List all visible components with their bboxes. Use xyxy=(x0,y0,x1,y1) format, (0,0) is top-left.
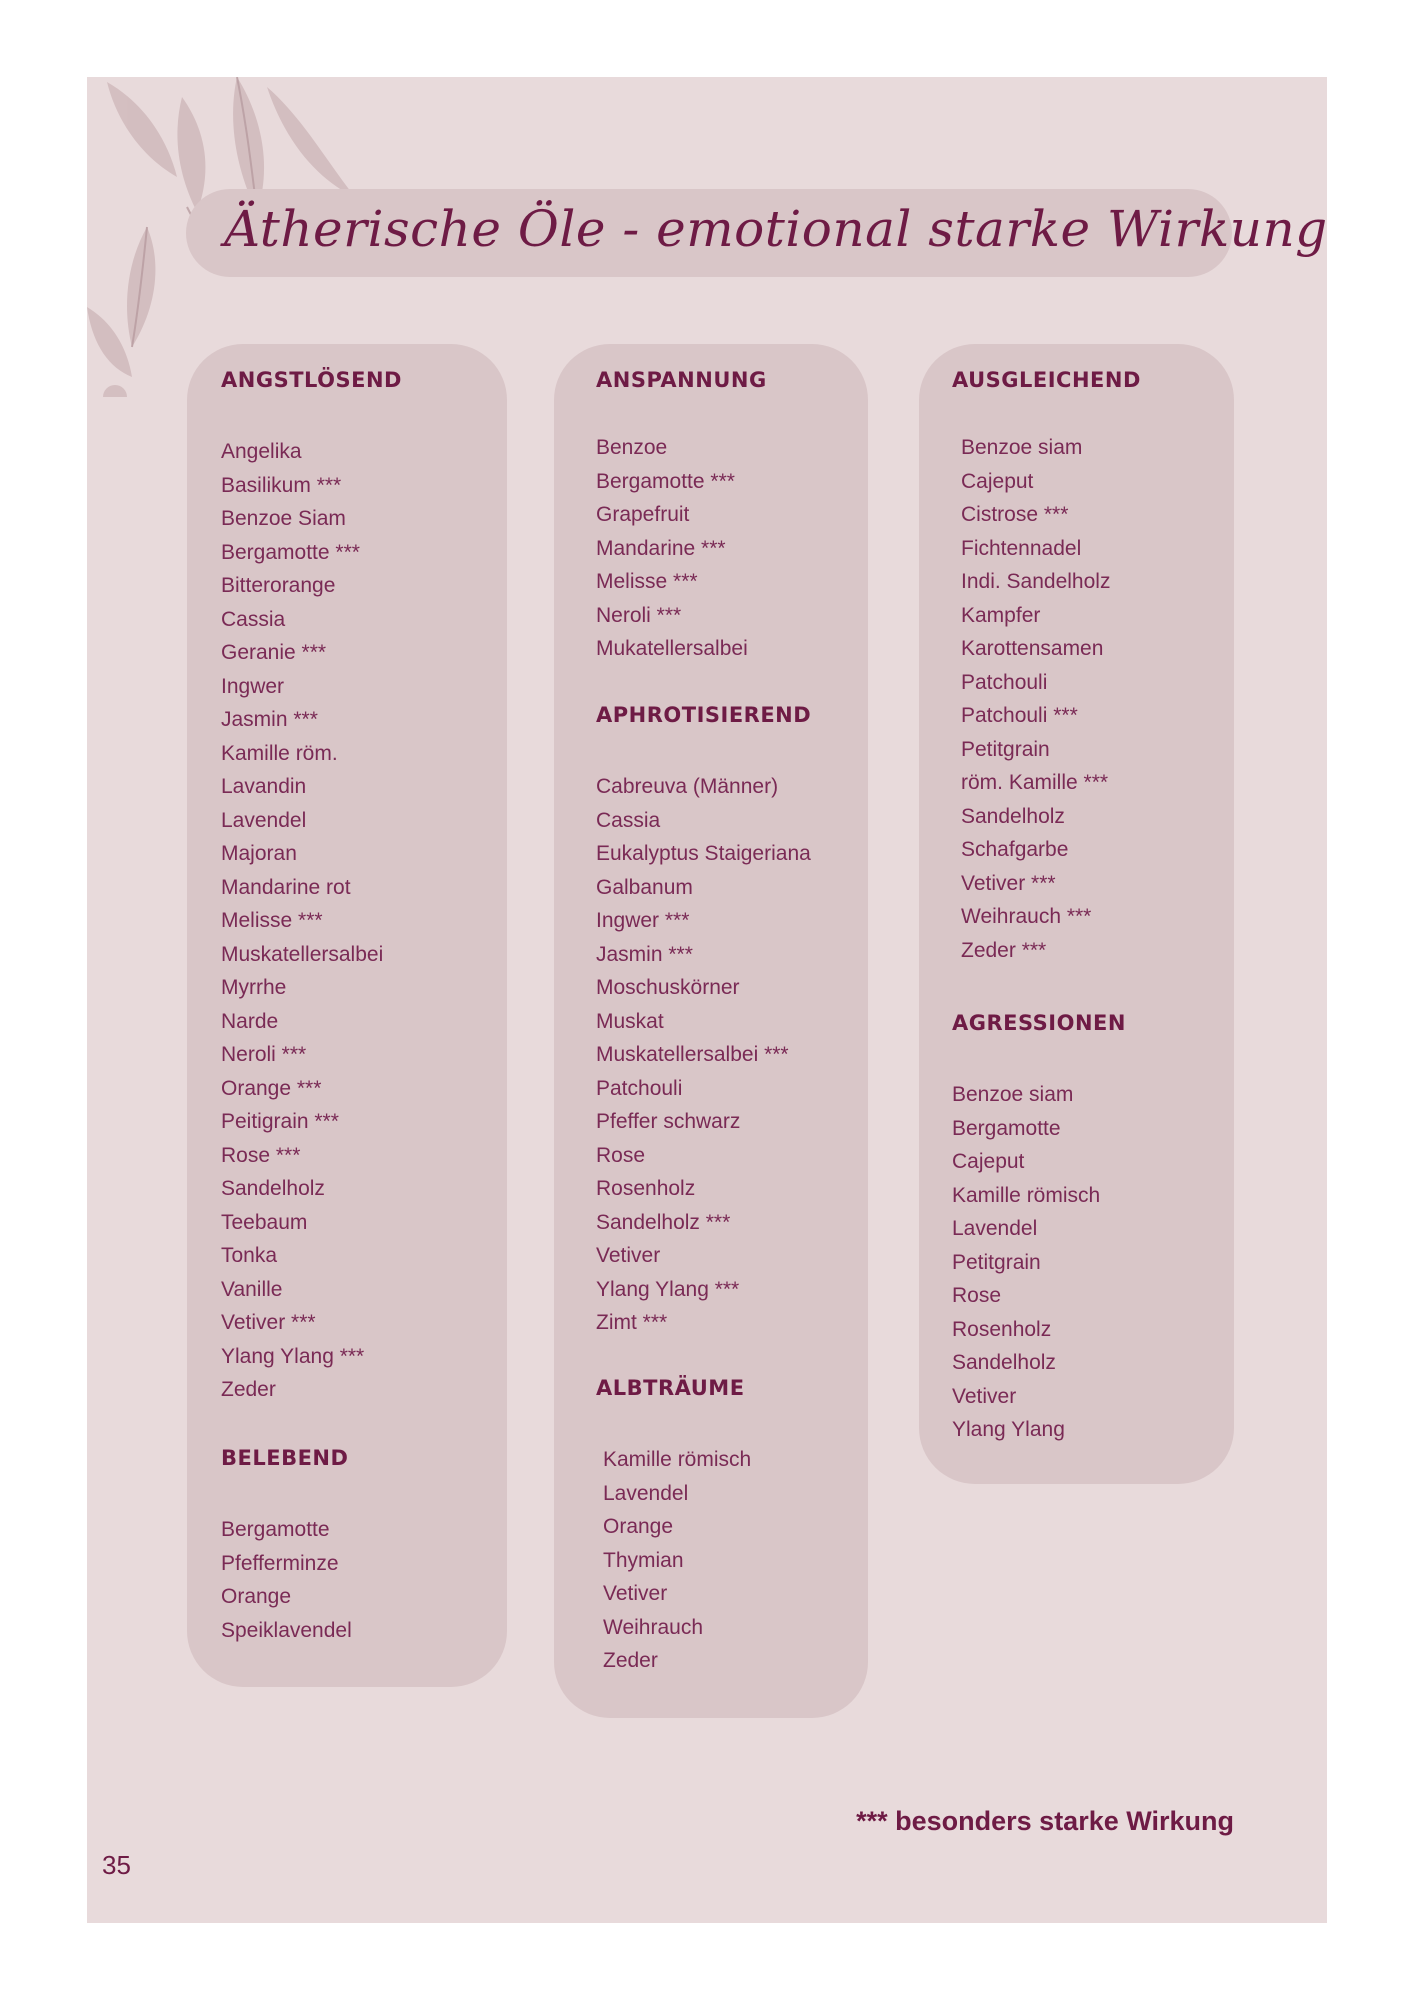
section-aphrotisierend xyxy=(596,700,811,1340)
oil-item: röm. Kamille *** xyxy=(961,771,1109,794)
oil-item: Weihrauch xyxy=(603,1615,703,1639)
oil-item: Patchouli xyxy=(596,1076,683,1100)
oil-item: Ylang Ylang xyxy=(952,1418,1065,1441)
section-anspannung xyxy=(596,365,767,666)
oil-item: Lavandin xyxy=(221,775,307,798)
oil-item: Benzoe Siam xyxy=(221,507,346,530)
page-title: Ätherische Öle - emotional starke Wirkung xyxy=(224,200,1328,258)
section-belebend xyxy=(221,1443,352,1647)
oil-item: Ylang Ylang *** xyxy=(221,1344,365,1368)
oil-item: Fichtennadel xyxy=(961,536,1082,560)
oil-item: Vanille xyxy=(221,1277,283,1301)
section-heading: AUSGLEICHEND xyxy=(952,368,1141,392)
section-agressionen xyxy=(952,1008,1126,1447)
oil-item: Pfeffer schwarz xyxy=(596,1110,741,1133)
oil-item: Sandelholz *** xyxy=(596,1210,731,1234)
oil-item: Jasmin *** xyxy=(221,708,318,731)
page-number: 35 xyxy=(102,1850,131,1880)
oil-item: Kamille römisch xyxy=(952,1183,1101,1207)
oil-item: Basilikum *** xyxy=(221,473,342,497)
oil-item: Cassia xyxy=(221,607,286,631)
footnote-legend: *** besonders starke Wirkung xyxy=(856,1806,1234,1836)
oil-item: Galbanum xyxy=(596,875,693,899)
oil-item: Benzoe xyxy=(596,436,668,459)
section-heading: ANSPANNUNG xyxy=(596,368,767,392)
oil-item: Thymian xyxy=(603,1548,684,1572)
oil-item: Lavendel xyxy=(221,808,307,832)
oil-item: Ylang Ylang *** xyxy=(596,1277,740,1301)
oil-item: Cistrose *** xyxy=(961,503,1069,526)
oil-item: Zimt *** xyxy=(596,1311,668,1334)
oil-item: Rose *** xyxy=(221,1143,301,1167)
oil-item: Orange xyxy=(603,1515,674,1538)
oil-item: Petitgrain xyxy=(961,737,1050,761)
section-heading: APHROTISIEREND xyxy=(596,703,812,727)
oil-list xyxy=(221,1513,352,1647)
oil-list xyxy=(603,1443,751,1678)
oil-item: Mandarine *** xyxy=(596,536,726,560)
oil-item: Muskatellersalbei *** xyxy=(596,1043,789,1066)
oil-item: Karottensamen xyxy=(961,637,1104,660)
oil-item: Melisse *** xyxy=(596,570,698,593)
oil-item: Neroli *** xyxy=(221,1043,307,1066)
oil-item: Vetiver xyxy=(603,1582,668,1605)
section-heading: BELEBEND xyxy=(221,1446,349,1470)
oil-item: Lavendel xyxy=(952,1217,1038,1240)
oil-item: Vetiver *** xyxy=(961,871,1056,895)
section-albtraeume xyxy=(596,1373,751,1678)
oil-item: Jasmin *** xyxy=(596,942,693,966)
oil-item: Benzoe siam xyxy=(952,1083,1074,1106)
oil-item: Neroli *** xyxy=(596,603,682,627)
oil-item: Mukatellersalbei xyxy=(596,637,748,660)
oil-item: Benzoe siam xyxy=(961,436,1083,459)
section-heading: AGRESSIONEN xyxy=(952,1011,1126,1035)
oil-item: Teebaum xyxy=(221,1210,308,1234)
oil-item: Lavendel xyxy=(603,1481,689,1505)
oil-list xyxy=(596,770,811,1340)
oil-item: Indi. Sandelholz xyxy=(961,570,1111,593)
oil-item: Rose xyxy=(952,1284,1002,1307)
oil-item: Ingwer *** xyxy=(596,909,690,932)
oil-item: Kampfer xyxy=(961,603,1041,627)
oil-item: Rosenholz xyxy=(596,1177,696,1200)
oil-item: Petitgrain xyxy=(952,1250,1041,1274)
oil-item: Sandelholz xyxy=(961,804,1065,828)
oil-item: Tonka xyxy=(221,1244,278,1267)
oil-item: Cajeput xyxy=(952,1150,1025,1173)
oil-item: Cassia xyxy=(596,808,661,832)
oil-item: Kamille röm. xyxy=(221,741,338,765)
oil-item: Angelika xyxy=(221,440,302,463)
section-ausgleichend xyxy=(952,365,1141,967)
oil-item: Rose xyxy=(596,1143,646,1167)
oil-item: Schafgarbe xyxy=(961,838,1069,861)
oil-item: Bergamotte *** xyxy=(221,540,360,564)
oil-item: Zeder xyxy=(221,1378,276,1401)
oil-list xyxy=(596,431,767,666)
oil-item: Vetiver *** xyxy=(221,1311,316,1334)
oil-item: Majoran xyxy=(221,842,297,865)
oil-item: Grapefruit xyxy=(596,503,690,526)
oil-item: Pfefferminze xyxy=(221,1551,339,1575)
oil-item: Sandelholz xyxy=(952,1351,1056,1374)
oil-item: Sandelholz xyxy=(221,1177,325,1200)
oil-item: Geranie *** xyxy=(221,641,327,664)
oil-item: Patchouli xyxy=(961,670,1048,694)
oil-item: Rosenholz xyxy=(952,1317,1052,1341)
oil-list xyxy=(221,435,402,1407)
oil-item: Ingwer xyxy=(221,674,285,698)
oil-item: Bitterorange xyxy=(221,574,336,597)
oil-item: Orange *** xyxy=(221,1076,322,1100)
oil-item: Bergamotte xyxy=(952,1116,1061,1140)
section-angstloesend xyxy=(221,365,402,1407)
section-heading: ALBTRÄUME xyxy=(596,1376,745,1400)
oil-list xyxy=(961,431,1141,967)
oil-item: Myrrhe xyxy=(221,976,287,999)
oil-item: Melisse *** xyxy=(221,909,323,932)
oil-item: Peitigrain *** xyxy=(221,1110,339,1133)
oil-item: Speiklavendel xyxy=(221,1618,352,1642)
oil-item: Kamille römisch xyxy=(603,1448,752,1471)
oil-item: Narde xyxy=(221,1009,279,1033)
oil-item: Orange xyxy=(221,1585,292,1608)
oil-item: Eukalyptus Staigeriana xyxy=(596,842,811,865)
oil-item: Patchouli *** xyxy=(961,704,1078,727)
oil-item: Weihrauch *** xyxy=(961,905,1092,928)
oil-item: Bergamotte xyxy=(221,1518,330,1541)
oil-item: Mandarine rot xyxy=(221,875,351,899)
oil-item: Zeder *** xyxy=(961,938,1047,962)
oil-item: Cabreuva (Männer) xyxy=(596,775,779,798)
oil-item: Zeder xyxy=(603,1649,658,1672)
oil-item: Muskatellersalbei xyxy=(221,942,384,966)
oil-item: Vetiver xyxy=(596,1244,661,1267)
oil-item: Vetiver xyxy=(952,1384,1017,1408)
oil-item: Bergamotte *** xyxy=(596,469,735,493)
oil-item: Muskat xyxy=(596,1009,664,1033)
section-heading: ANGSTLÖSEND xyxy=(221,368,402,392)
oil-item: Moschuskörner xyxy=(596,976,740,999)
oil-list xyxy=(952,1078,1126,1447)
oil-item: Cajeput xyxy=(961,469,1034,493)
